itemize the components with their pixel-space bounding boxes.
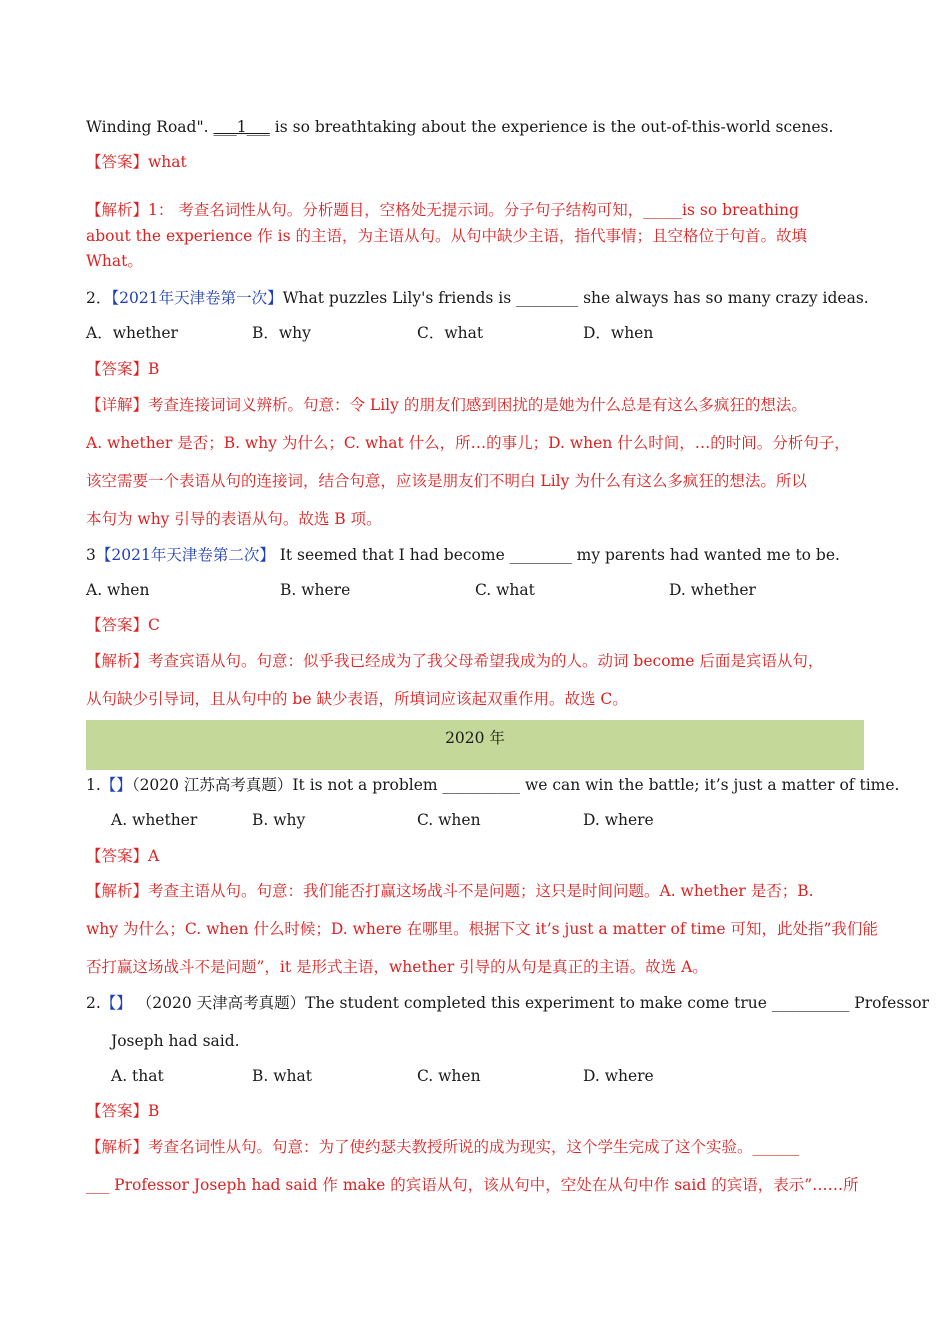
question-2021-2: 3【2021年天津卷第二次】 It seemed that I had become ________ my parents had wanted me to be.	[86, 546, 840, 564]
analysis-line: 该空需要一个表语从句的连接词，结合句意，应该是朋友们不明白 Lily 为什么有这么多疯狂的想法。所以	[86, 472, 807, 490]
analysis-line: 【解析】考查主语从句。句意：我们能否打赢这场战斗不是问题；这只是时间问题。A. whether 是否；B.	[86, 882, 814, 900]
analysis-line: A. whether 是否；B. why 为什么；C. what 什么，所…的事儿；D. when 什么时间，…的时间。分析句子，	[86, 434, 850, 452]
option-c: C．what	[417, 324, 484, 342]
option-a: A. when	[86, 581, 150, 599]
analysis-line: 【解析】考查宾语从句。句意：似乎我已经成为了我父母希望我成为的人。动词 become 后面是宾语从句，	[86, 652, 824, 670]
analysis-line: 从句缺少引导词，且从句中的 be 缺少表语，所填词应该起双重作用。故选 C。	[86, 690, 628, 708]
option-b: B. where	[280, 581, 351, 599]
analysis-line: What。	[86, 252, 143, 270]
option-a: A. that	[111, 1067, 164, 1085]
question-bracket: 【】	[100, 994, 132, 1012]
year-section-header	[86, 720, 864, 770]
answer-line: 【答案】A	[86, 847, 160, 865]
question-2021-1: 2．【2021年天津卷第一次】What puzzles Lily's friends is ________ she always has so many crazy ideas.	[86, 289, 869, 307]
question-stem-continued: Joseph had said.	[111, 1032, 240, 1050]
analysis-line: ___ Professor Joseph had said 作 make 的宾语从句，该从句中，空处在从句中作 said 的宾语，表示”……所	[86, 1176, 859, 1194]
analysis-line: 【解析】考查名词性从句。句意：为了使约瑟夫教授所说的成为现实，这个学生完成了这个实验。______	[86, 1138, 800, 1156]
question-bracket: 【】	[100, 776, 132, 794]
analysis-line: 本句为 why 引导的表语从句。故选 B 项。	[86, 510, 382, 528]
answer-line: 【答案】C	[86, 616, 160, 634]
option-c: C. when	[417, 1067, 481, 1085]
option-b: B. why	[252, 811, 306, 829]
intro-sentence: Winding Road". ___1___ is so breathtaking about the experience is the out-of-this-world scenes.	[86, 118, 834, 136]
option-d: D．when	[583, 324, 654, 342]
question-source: 【2021年天津卷第二次】	[95, 546, 275, 564]
analysis-line: why 为什么；C. when 什么时候；D. where 在哪里。根据下文 it’s just a matter of time 可知，此处指”我们能	[86, 920, 878, 938]
question-2020-2: 2.【】 （2020 天津高考真题）The student completed this experiment to make come true __________ Professor	[86, 994, 929, 1012]
option-a: A．whether	[86, 324, 178, 342]
question-2020-1: 1.【】（2020 江苏高考真题）It is not a problem __________ we can win the battle; it’s just a matter of time.	[86, 776, 900, 794]
answer-line: 【答案】B	[86, 1102, 160, 1120]
option-d: D. whether	[669, 581, 756, 599]
analysis-line: 否打赢这场战斗不是问题”，it 是形式主语，whether 引导的从句是真正的主语。故选 A。	[86, 958, 708, 976]
option-d: D. where	[583, 811, 654, 829]
analysis-line: about the experience 作 is 的主语，为主语从句。从句中缺少主语，指代事情；且空格位于句首。故填	[86, 227, 808, 245]
answer-line: 【答案】what	[86, 153, 187, 171]
analysis-line: 【详解】考查连接词词义辨析。句意：令 Lily 的朋友们感到困扰的是她为什么总是有这么多疯狂的想法。	[86, 396, 807, 414]
year-label: 2020 年	[445, 729, 505, 747]
option-b: B. what	[252, 1067, 312, 1085]
option-c: C. when	[417, 811, 481, 829]
option-d: D. where	[583, 1067, 654, 1085]
question-source: 【2021年天津卷第一次】	[111, 289, 283, 307]
option-a: A. whether	[111, 811, 198, 829]
blank-1: ___1___	[213, 118, 270, 136]
answer-line: 【答案】B	[86, 360, 160, 378]
option-c: C. what	[475, 581, 535, 599]
analysis-line: 【解析】1： 考查名词性从句。分析题目，空格处无提示词。分子句子结构可知，_____is so breathing	[86, 201, 799, 219]
option-b: B．why	[252, 324, 311, 342]
